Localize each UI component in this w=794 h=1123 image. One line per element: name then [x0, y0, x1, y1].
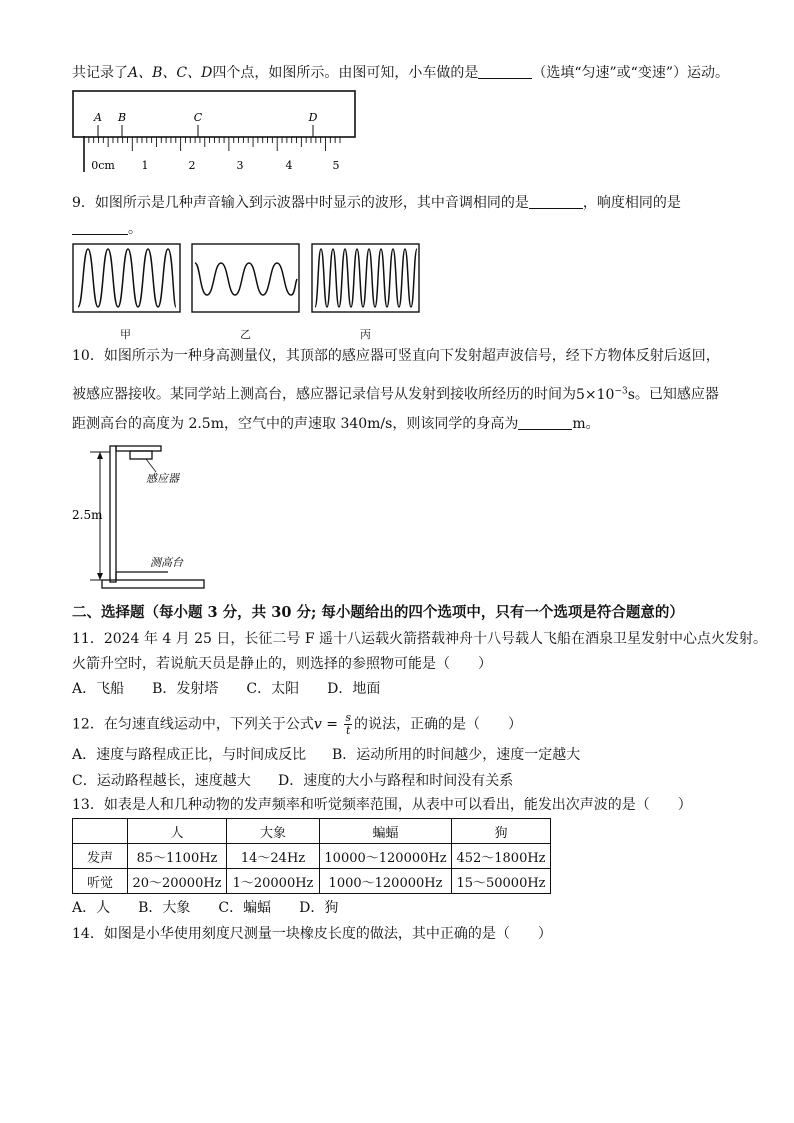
ruler-label-0: 0cm — [91, 159, 115, 172]
table-cell: 听觉 — [73, 869, 128, 894]
wave-yi-trace — [195, 263, 297, 295]
table-cell: 14～24Hz — [227, 844, 320, 869]
point-b-label: B — [117, 111, 127, 124]
q10-time-value: $5\times 10^{-3}s$ — [576, 386, 635, 403]
meter-arm — [116, 446, 161, 451]
point-a — [93, 111, 102, 137]
table-header-cell: 蝙蝠 — [320, 819, 452, 844]
wave-label-jia: 甲 — [120, 328, 131, 341]
q12-option-d: D．速度的大小与路程和时间没有关系 — [278, 773, 514, 789]
height-meter-figure — [72, 442, 212, 592]
q12-option-c: C．运动路程越长，速度越大 — [72, 773, 251, 789]
wave-label-bing: 丙 — [360, 328, 371, 341]
platform-base — [102, 580, 204, 588]
q13-stem: 13．如表是人和几种动物的发声频率和听觉频率范围，从表中可以看出，能发出次声波的是（ ） — [72, 797, 692, 813]
q8-points: A、B、C、D — [128, 65, 213, 81]
sensor-label: 感应器 — [146, 472, 179, 485]
meter-pole — [110, 446, 116, 582]
platform-label: 测高台 — [150, 556, 183, 569]
wave-bing-trace — [315, 249, 417, 307]
wave-jia — [72, 243, 182, 315]
q12-option-b: B．运动所用的时间越少，速度一定越大 — [332, 747, 581, 763]
q9-pitch-blank[interactable] — [529, 194, 583, 209]
section2-title: 二、选择题（每小题 3 分，共 30 分; 每小题给出的四个选项中，只有一个选项是符合题意的） — [72, 604, 684, 621]
table-row — [73, 844, 551, 869]
table-cell: 1000～120000Hz — [320, 869, 452, 894]
point-b — [117, 111, 126, 137]
q9-loudness-blank[interactable] — [72, 220, 128, 235]
ruler-label-2: 2 — [188, 159, 196, 172]
wave-jia-trace — [78, 249, 176, 307]
table-header-cell: 狗 — [452, 819, 551, 844]
q8-text: 共记录了A、B、C、D四个点，如图所示。由图可知，小车做的是 （选填“匀速”或“变速”）运动。 — [72, 65, 729, 81]
point-c-label: C — [193, 111, 203, 124]
sensor-box — [130, 451, 152, 459]
wave-yi — [191, 243, 301, 315]
table-header-cell — [73, 819, 128, 844]
q10-text-line3: 距测高台的高度为 2.5m，空气中的声速取 340m/s，则该同学的身高为 m。 — [72, 416, 600, 432]
table-cell: 发声 — [73, 844, 128, 869]
table-cell: 1～20000Hz — [227, 869, 320, 894]
ruler-figure — [72, 90, 362, 178]
formula-v: v — [313, 716, 322, 733]
frequency-table — [72, 818, 551, 894]
q11-options: A．飞船 B．发射塔 C．太阳 D．地面 — [72, 681, 381, 697]
ruler-ticks — [84, 137, 340, 151]
q11-text-line2: 火箭升空时，若说航天员是静止的，则选择的参照物可能是（ ） — [72, 656, 492, 672]
q10-answer-blank[interactable] — [518, 415, 572, 430]
table-cell: 15～50000Hz — [452, 869, 551, 894]
point-d-label: D — [308, 111, 318, 124]
q14-stem: 14．如图是小华使用刻度尺测量一块橡皮长度的做法，其中正确的是（ ） — [72, 926, 552, 942]
wave-label-yi: 乙 — [240, 328, 251, 341]
table-row — [73, 869, 551, 894]
q12-stem: 12．在匀速直线运动中，下列关于公式v = $\frac{s}{t}$ 的说法，正确的是（ ） — [72, 711, 523, 737]
table-cell: 20～20000Hz — [128, 869, 227, 894]
table-cell: 85～1100Hz — [128, 844, 227, 869]
ruler-label-5: 5 — [332, 159, 340, 172]
q13-options: A．人 B．大象 C．蝙蝠 D．狗 — [72, 900, 339, 916]
q9-text-line1: 9．如图所示是几种声音输入到示波器中时显示的波形，其中音调相同的是 ，响度相同的是 — [72, 195, 681, 211]
wave-bing — [311, 243, 421, 315]
q10-text-line2: 被感应器接收。某同学站上测高台，感应器记录信号从发射到接收所经历的时间为$5\times 10^{-3}s$。已知感应器 — [72, 386, 719, 403]
q10-text-line1: 10．如图所示为一种身高测量仪，其顶部的感应器可竖直向下发射超声波信号，经下方物体反射后返回， — [72, 348, 720, 364]
q11-text-line1: 11．2024 年 4 月 25 日，长征二号 F 遥十八运载火箭搭载神舟十八号载人飞船在酒泉卫星发射中心点火发射。 — [72, 631, 768, 647]
point-c — [194, 111, 203, 137]
table-header-row — [73, 819, 551, 844]
height-label: 2.5m — [72, 508, 103, 522]
ruler-label-4: 4 — [285, 159, 293, 172]
table-cell: 452～1800Hz — [452, 844, 551, 869]
point-d — [308, 111, 318, 137]
formula-fraction: $\frac{s}{t}$ — [345, 711, 352, 737]
table-header-cell: 大象 — [227, 819, 320, 844]
q8-answer-blank[interactable] — [478, 64, 532, 79]
q12-option-a: A．速度与路程成正比，与时间成反比 — [72, 747, 307, 763]
table-header-cell: 人 — [128, 819, 227, 844]
point-a-label: A — [94, 111, 102, 124]
table-cell: 10000～120000Hz — [320, 844, 452, 869]
q9-text-line2: 。 — [72, 220, 142, 238]
ruler-label-3: 3 — [236, 159, 244, 172]
ruler-label-1: 1 — [141, 159, 149, 172]
